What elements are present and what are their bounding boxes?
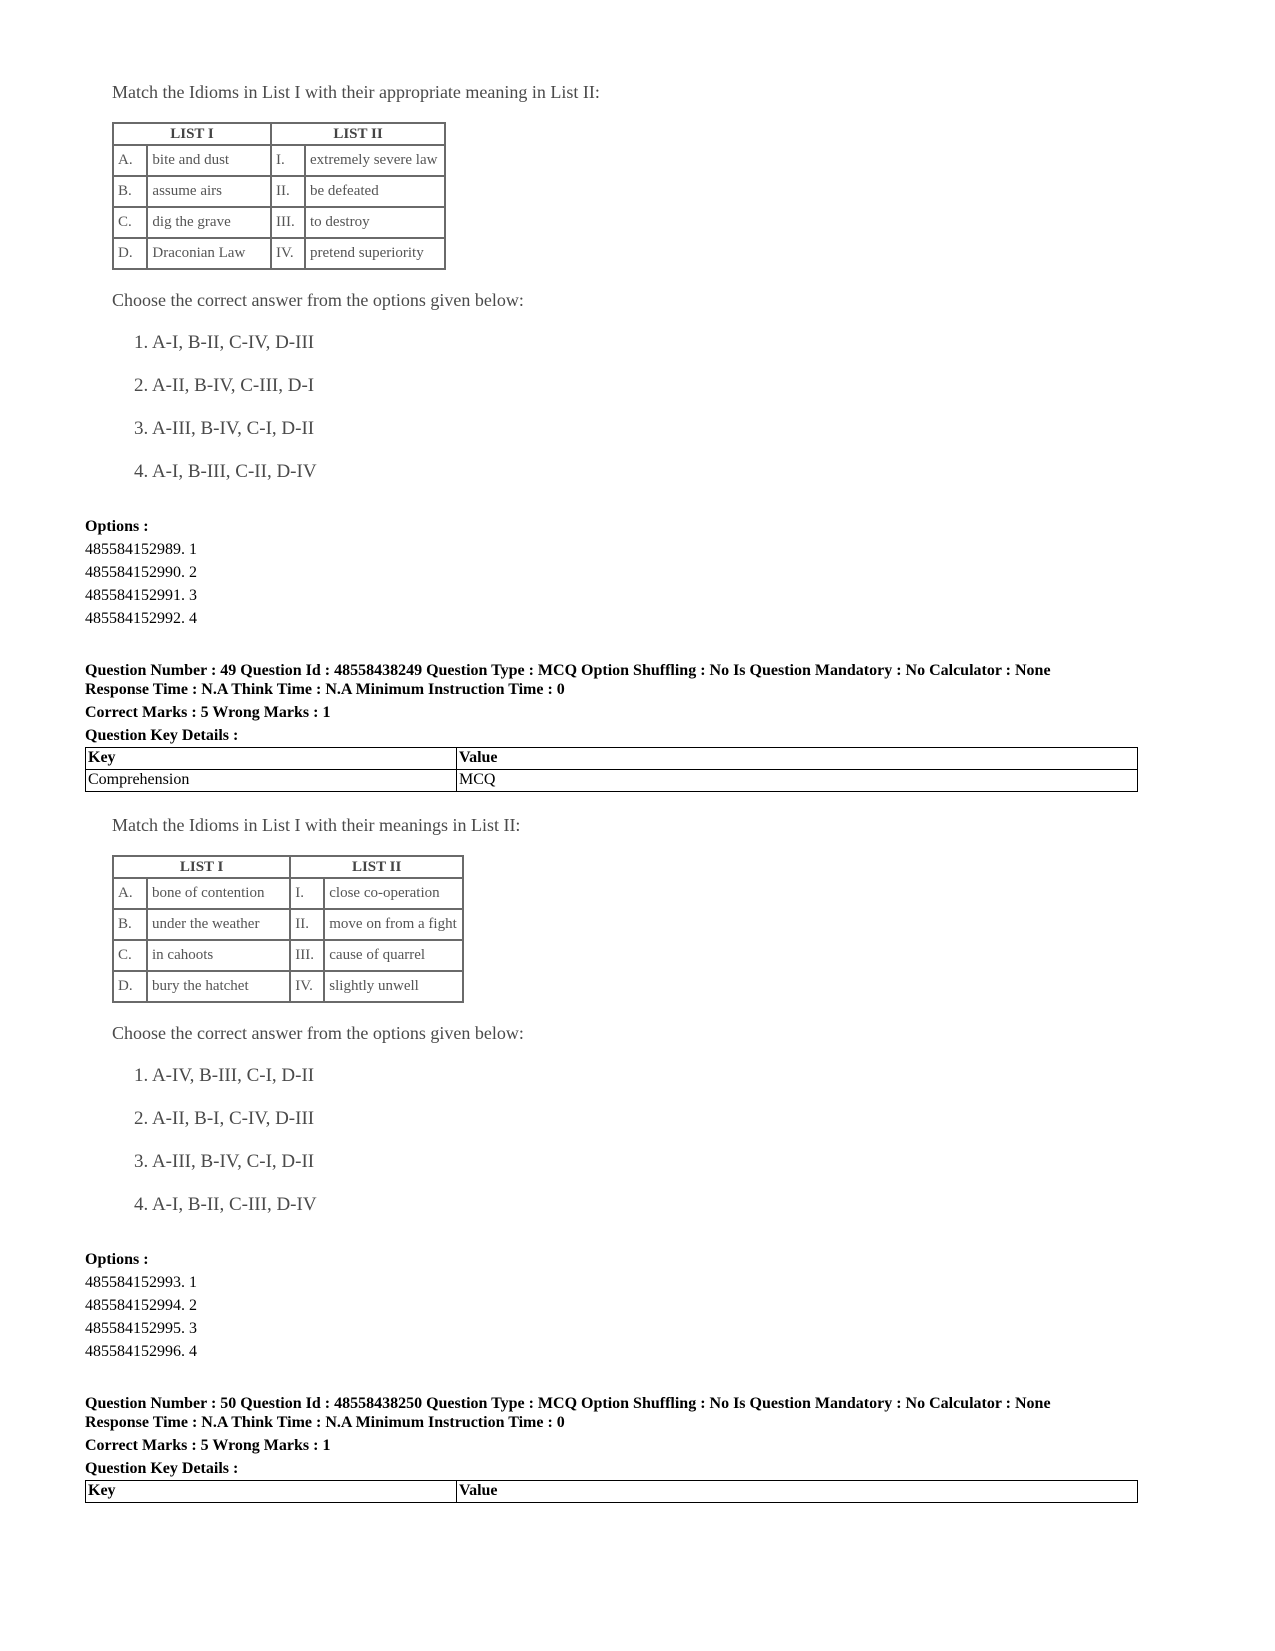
table-row <box>86 770 1138 792</box>
list-ii-header: LIST II <box>271 123 445 145</box>
table-row <box>86 748 1138 770</box>
question-meta: Question Number : 50 Question Id : 48558438250 Question Type : MCQ Option Shuffling : No Is Question Mandatory : No Calculator : None <box>85 1395 1051 1412</box>
choose-instruction: Choose the correct answer from the options given below: <box>112 1023 524 1043</box>
key-details-table <box>85 1480 1138 1503</box>
answer-choice: 1. A-I, B-II, C-IV, D-III <box>134 332 315 353</box>
question-prompt: Match the Idioms in List I with their meanings in List II: <box>112 815 521 835</box>
table-row: B. assume airs II. be defeated <box>113 176 445 207</box>
question-meta: Question Number : 49 Question Id : 48558438249 Question Type : MCQ Option Shuffling : No Is Question Mandatory : No Calculator : None <box>85 662 1051 679</box>
options-label: Options : <box>85 1251 149 1268</box>
question-prompt: Match the Idioms in List I with their appropriate meaning in List II: <box>112 82 600 102</box>
key-header: Key <box>86 1481 457 1503</box>
answer-choice: 4. A-I, B-II, C-III, D-IV <box>134 1194 317 1215</box>
key-details-label: Question Key Details : <box>85 1460 239 1477</box>
value-cell: MCQ <box>457 770 1138 792</box>
choose-instruction: Choose the correct answer from the options given below: <box>112 290 524 310</box>
option-item: 485584152996. 4 <box>85 1343 197 1360</box>
list-i-header: LIST I <box>113 856 290 878</box>
answer-choice: 2. A-II, B-IV, C-III, D-I <box>134 375 315 396</box>
answer-choice: 3. A-III, B-IV, C-I, D-II <box>134 1151 315 1172</box>
table-row: C. in cahoots III. cause of quarrel <box>113 940 463 971</box>
match-table <box>112 122 446 270</box>
value-header: Value <box>457 748 1138 770</box>
key-cell: Comprehension <box>86 770 457 792</box>
option-item: 485584152991. 3 <box>85 587 197 604</box>
key-header: Key <box>86 748 457 770</box>
answer-choice: 2. A-II, B-I, C-IV, D-III <box>134 1108 315 1129</box>
list-i-header: LIST I <box>113 123 271 145</box>
key-details-label: Question Key Details : <box>85 727 239 744</box>
table-row: C. dig the grave III. to destroy <box>113 207 445 238</box>
match-table <box>112 855 464 1003</box>
key-details-table <box>85 747 1138 792</box>
answer-choice: 1. A-IV, B-III, C-I, D-II <box>134 1065 315 1086</box>
table-row: D. bury the hatchet IV. slightly unwell <box>113 971 463 1002</box>
question-marks: Correct Marks : 5 Wrong Marks : 1 <box>85 704 331 721</box>
table-row: A. bone of contention I. close co-operation <box>113 878 463 909</box>
table-row: A. bite and dust I. extremely severe law <box>113 145 445 176</box>
option-item: 485584152989. 1 <box>85 541 197 558</box>
answer-choice: 4. A-I, B-III, C-II, D-IV <box>134 461 317 482</box>
value-header: Value <box>457 1481 1138 1503</box>
question-marks: Correct Marks : 5 Wrong Marks : 1 <box>85 1437 331 1454</box>
table-row <box>86 1481 1138 1503</box>
table-row: D. Draconian Law IV. pretend superiority <box>113 238 445 269</box>
question-timing: Response Time : N.A Think Time : N.A Minimum Instruction Time : 0 <box>85 681 565 698</box>
option-item: 485584152993. 1 <box>85 1274 197 1291</box>
option-item: 485584152994. 2 <box>85 1297 197 1314</box>
options-label: Options : <box>85 518 149 535</box>
question-timing: Response Time : N.A Think Time : N.A Minimum Instruction Time : 0 <box>85 1414 565 1431</box>
answer-choice: 3. A-III, B-IV, C-I, D-II <box>134 418 315 439</box>
option-item: 485584152992. 4 <box>85 610 197 627</box>
option-item: 485584152995. 3 <box>85 1320 197 1337</box>
option-item: 485584152990. 2 <box>85 564 197 581</box>
table-row: B. under the weather II. move on from a fight <box>113 909 463 940</box>
list-ii-header: LIST II <box>290 856 463 878</box>
